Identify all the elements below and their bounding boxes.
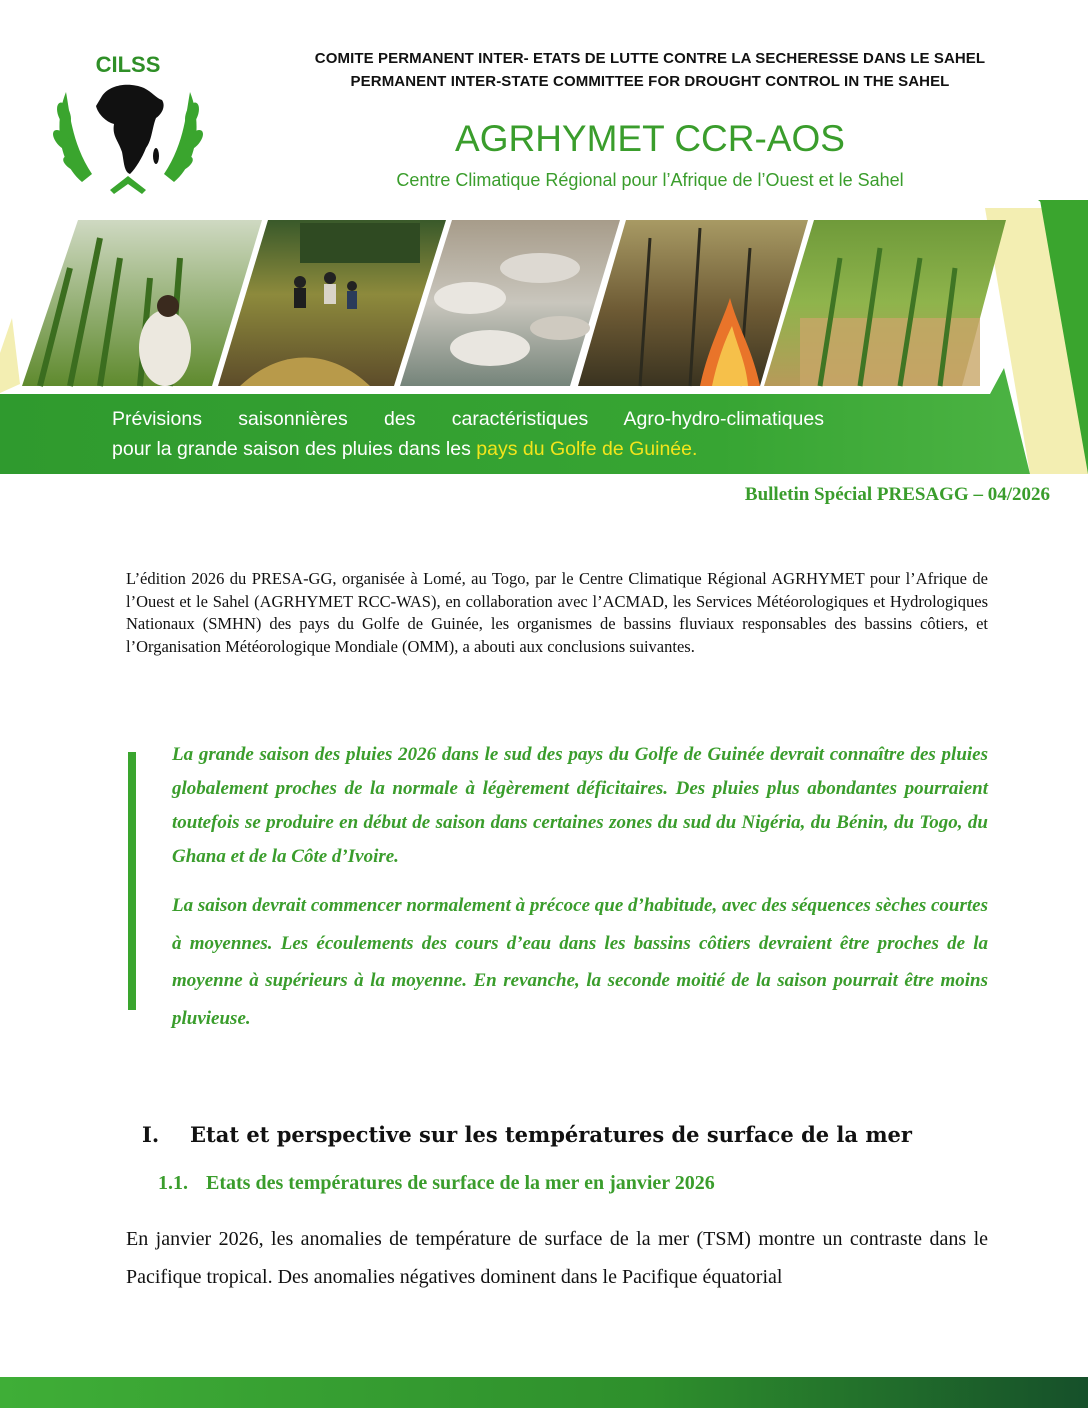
- key-message-2: La saison devrait commencer normalement à précoce que d’habitude, avec des séquences sèches courtes à moyennes. Les écoulements des cours d’eau dans les bassins côtiers devraient être proches de la moyenne à supérieurs à la moyenne. En revanche, la seconde moitié de la saison pourrait être moins pluvieuse.: [172, 895, 988, 1029]
- key-message-1: La grande saison des pluies 2026 dans le sud des pays du Golfe de Guinée devrait connaître des pluies globalement proches de la normale à légèrement déficitaires. Des pluies plus abondantes pourraient toutefois se produire en début de saison dans certaines zones du sud du Nigéria, du Bénin, du Togo, du Ghana et de la Côte d’Ivoire.: [172, 744, 988, 867]
- intro-paragraph: L’édition 2026 du PRESA-GG, organisée à Lomé, au Togo, par le Centre Climatique Régional AGRHYMET pour l’Afrique de l’Ouest et le Sahel (AGRHYMET RCC-WAS), en collaboration avec l’ACMAD, les Services Météorologiques et Hydrologiques Nationaux (SMHN) des pays du Golfe de Guinée, les organismes de bassins fluviaux responsables des bassins côtiers, et l’Organisation Météorologique Mondiale (OMM), a abouti aux conclusions suivantes.: [126, 569, 988, 656]
- highlight-bar: [128, 752, 136, 1010]
- banner-title-highlight: pays du Golfe de Guinée: [476, 438, 692, 460]
- subsection-heading: [158, 1172, 715, 1195]
- section-heading: [142, 1122, 912, 1147]
- header-line-en: PERMANENT INTER-STATE COMMITTEE FOR DROUGHT CONTROL IN THE SAHEL: [350, 73, 950, 90]
- body-paragraph: En janvier 2026, les anomalies de température de surface de la mer (TSM) montre un contraste dans le Pacifique tropical. Des anomalies négatives dominent dans le Pacifique équatorial: [126, 1228, 988, 1288]
- agrhymet-subtitle: Centre Climatique Régional pour l’Afrique de l’Ouest et le Sahel: [396, 170, 904, 190]
- subsection-title: Etats des températures de surface de la mer en janvier 2026: [206, 1172, 715, 1194]
- agrhymet-title: AGRHYMET CCR-AOS: [455, 118, 845, 159]
- footer-band: [0, 1377, 1088, 1408]
- cilss-logo: [52, 44, 204, 196]
- banner-title-line1: Prévisions saisonnières des caractéristiques Agro-hydro-climatiques: [112, 408, 824, 430]
- key-messages: [172, 738, 988, 1037]
- section-number: I.: [142, 1122, 160, 1147]
- logo-text: CILSS: [95, 52, 161, 77]
- banner-title: [112, 404, 824, 464]
- header-line-fr: COMITE PERMANENT INTER- ETATS DE LUTTE CONTRE LA SECHERESSE DANS LE SAHEL: [314, 50, 986, 67]
- madagascar-icon: [153, 148, 159, 164]
- bulletin-number: Bulletin Spécial PRESAGG – 04/2026: [744, 484, 1050, 505]
- section-title: Etat et perspective sur les températures de surface de la mer: [190, 1122, 912, 1147]
- subsection-number: 1.1.: [158, 1172, 188, 1194]
- banner-title-line2: pour la grande saison des pluies dans les pays du Golfe de Guinée.: [112, 438, 698, 460]
- africa-icon: [96, 85, 164, 174]
